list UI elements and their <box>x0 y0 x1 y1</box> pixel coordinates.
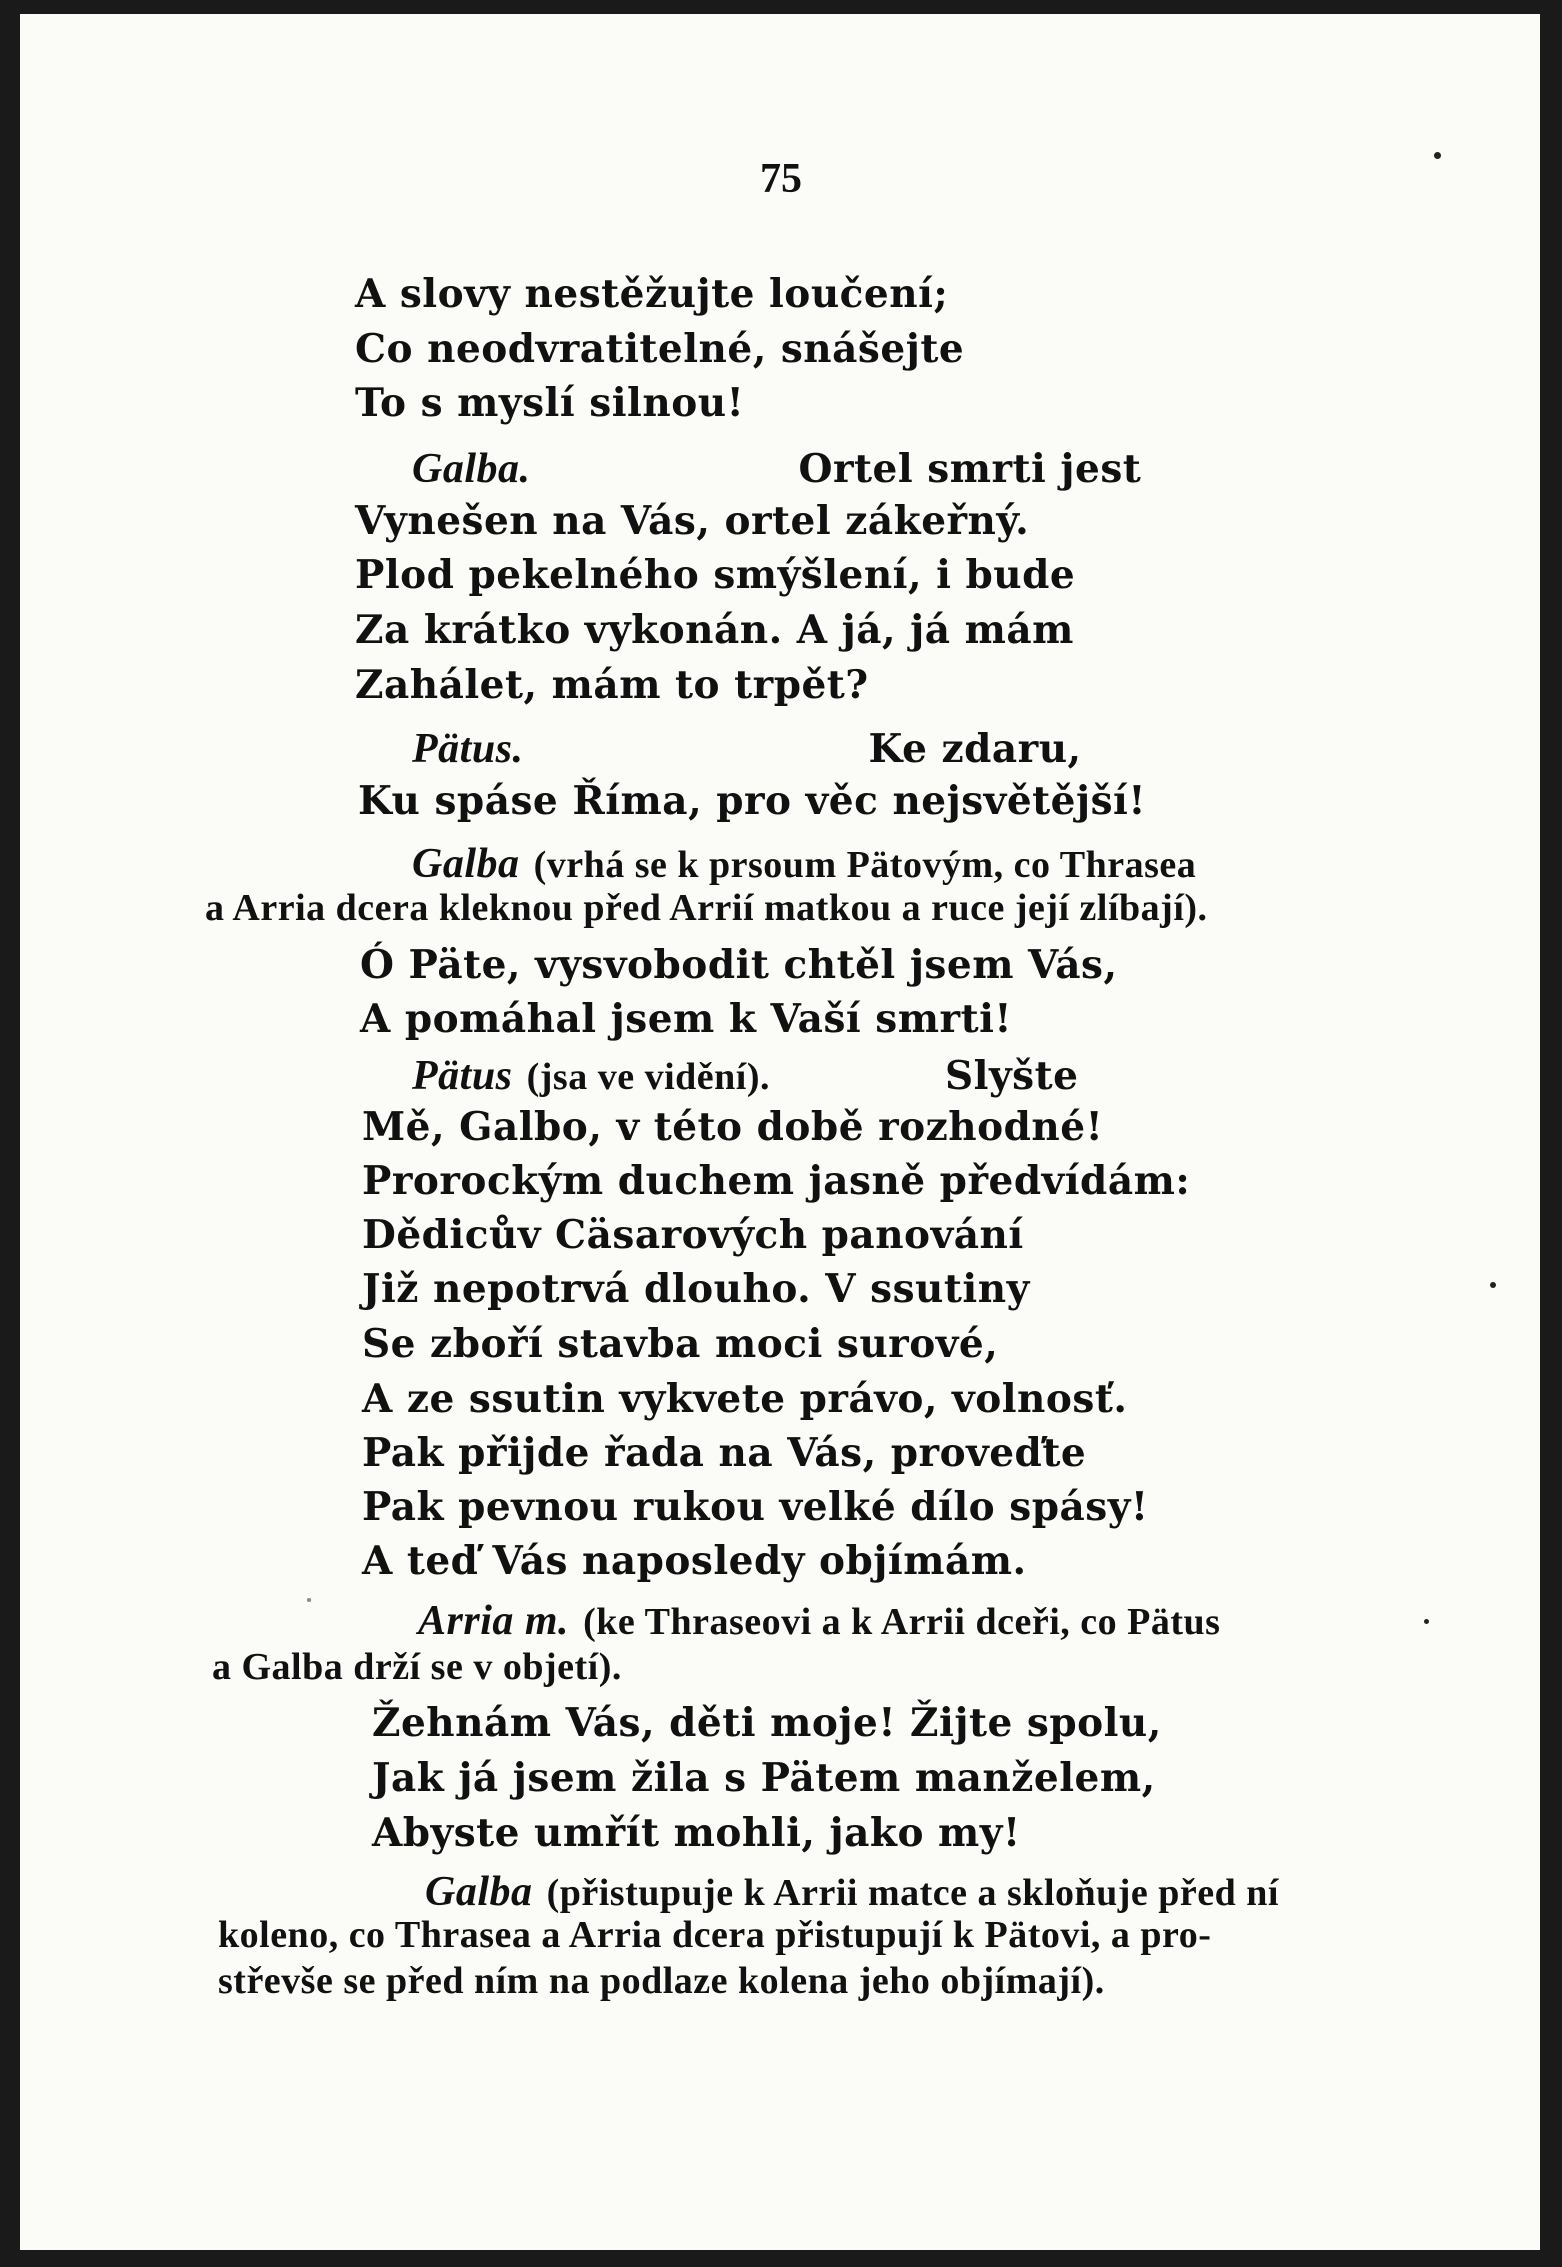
verse-line: A ze ssutin vykvete právo, volnosť. <box>362 1376 1128 1422</box>
verse-line: Pak přijde řada na Vás, proveďte <box>362 1430 1087 1476</box>
verse-text: Ke zdaru, <box>868 726 1082 772</box>
stage-direction-line: a Galba drží se v objetí). <box>212 1646 622 1688</box>
verse-line: Za krátko vykonán. A já, já mám <box>355 607 1074 653</box>
verse-line: Jak já jsem žila s Pätem manželem, <box>372 1755 1156 1801</box>
verse-line: Vynešen na Vás, ortel zákeřný. <box>355 498 1030 544</box>
verse-line: To s myslí silnou! <box>355 380 745 426</box>
dialogue-line <box>412 1055 1078 1097</box>
speaker-name: Galba. <box>412 446 531 492</box>
speck-mark <box>307 1598 311 1602</box>
verse-line: Ku spáse Říma, pro věc nejsvětější! <box>358 778 1146 824</box>
speaker-name: Pätus. <box>412 726 524 772</box>
verse-line: Co neodvratitelné, snášejte <box>355 326 965 372</box>
dialogue-line <box>412 448 1141 490</box>
verse-line: Mě, Galbo, v této době rozhodné! <box>362 1104 1104 1150</box>
stage-direction-line <box>412 843 1196 885</box>
verse-line: Abyste umřít mohli, jako my! <box>372 1810 1021 1856</box>
stage-direction-line: koleno, co Thrasea a Arria dcera přistupují k Pätovi, a pro- <box>218 1914 1212 1956</box>
verse-line: Prorockým duchem jasně předvídám: <box>362 1158 1191 1204</box>
verse-line: Ó Päte, vysvobodit chtěl jsem Vás, <box>360 942 1118 988</box>
verse-line: Se zboří stavba moci surové, <box>362 1321 999 1367</box>
speck-mark <box>1434 152 1441 159</box>
speaker-name: Arria m. <box>418 1598 570 1644</box>
stage-direction: (vrhá se k prsoum Pätovým, co Thrasea <box>533 844 1197 886</box>
stage-direction-line <box>418 1600 1220 1642</box>
stage-direction: (ke Thraseovi a k Arrii dceři, co Pätus <box>583 1601 1221 1643</box>
verse-line: Zahálet, mám to trpět? <box>355 662 869 708</box>
dialogue-line <box>412 728 1082 770</box>
verse-line: Žehnám Vás, děti moje! Žijte spolu, <box>372 1700 1162 1746</box>
verse-line: Plod pekelného smýšlení, i bude <box>355 552 1076 598</box>
verse-line: Dědicův Cäsarových panování <box>362 1212 1024 1258</box>
verse-line: A slovy nestěžujte loučení; <box>355 271 949 317</box>
verse-line: A teď Vás naposledy objímám. <box>362 1538 1027 1584</box>
stage-direction-line: a Arria dcera kleknou před Arrií matkou a ruce její zlíbají). <box>205 887 1208 929</box>
speck-mark <box>1490 1282 1496 1288</box>
stage-direction-line: střevše se před ním na podlaze kolena jeho objímají). <box>218 1960 1105 2002</box>
speaker-name: Galba <box>412 841 520 887</box>
speaker-name: Galba <box>425 1869 533 1915</box>
verse-line: Již nepotrvá dlouho. V ssutiny <box>362 1266 1030 1312</box>
verse-text: Ortel smrti jest <box>798 446 1142 492</box>
verse-line: A pomáhal jsem k Vaší smrti! <box>360 996 1013 1042</box>
verse-text: Slyšte <box>944 1053 1079 1099</box>
stage-direction: (přistupuje k Arrii matce a skloňuje před ní <box>546 1872 1279 1914</box>
verse-line: Pak pevnou rukou velké dílo spásy! <box>362 1484 1149 1530</box>
stage-direction: (jsa ve vidění). <box>526 1056 770 1098</box>
stage-direction-line <box>425 1871 1279 1913</box>
speck-mark <box>1424 1619 1429 1624</box>
page-number: 75 <box>760 156 802 202</box>
speaker-name: Pätus <box>412 1053 513 1099</box>
